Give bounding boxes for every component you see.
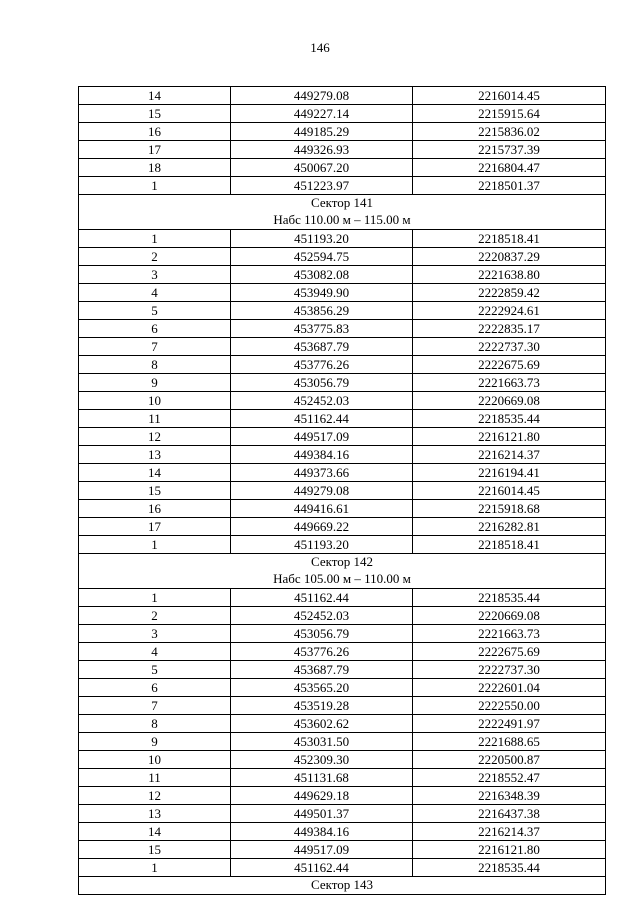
table-row [79, 805, 606, 823]
y-coordinate-cell: 2216014.45 [413, 482, 606, 500]
point-number-cell: 1 [79, 177, 231, 195]
point-number-cell: 10 [79, 392, 231, 410]
table-row [79, 248, 606, 266]
x-coordinate-cell: 449384.16 [231, 446, 413, 464]
table-row [79, 123, 606, 141]
y-coordinate-cell: 2216214.37 [413, 446, 606, 464]
table-row [79, 302, 606, 320]
table-row [79, 518, 606, 536]
point-number-cell: 14 [79, 87, 231, 105]
y-coordinate-cell: 2222601.04 [413, 679, 606, 697]
table-row [79, 141, 606, 159]
x-coordinate-cell: 451193.20 [231, 536, 413, 554]
point-number-cell: 6 [79, 320, 231, 338]
point-number-cell: 14 [79, 464, 231, 482]
table-row [79, 338, 606, 356]
sector-title: Сектор 143 [310, 877, 373, 892]
y-coordinate-cell: 2221663.73 [413, 374, 606, 392]
x-coordinate-cell: 449501.37 [231, 805, 413, 823]
x-coordinate-cell: 453776.26 [231, 643, 413, 661]
table-row [79, 230, 606, 248]
point-number-cell: 17 [79, 518, 231, 536]
table-row [79, 428, 606, 446]
table-row [79, 464, 606, 482]
table-row [79, 733, 606, 751]
point-number-cell: 9 [79, 374, 231, 392]
table-row [79, 589, 606, 607]
x-coordinate-cell: 453082.08 [231, 266, 413, 284]
x-coordinate-cell: 453519.28 [231, 697, 413, 715]
sector-height-range: Набс 105.00 м – 110.00 м [273, 571, 411, 586]
y-coordinate-cell: 2222675.69 [413, 643, 606, 661]
x-coordinate-cell: 452452.03 [231, 392, 413, 410]
x-coordinate-cell: 453775.83 [231, 320, 413, 338]
x-coordinate-cell: 452594.75 [231, 248, 413, 266]
y-coordinate-cell: 2221638.80 [413, 266, 606, 284]
y-coordinate-cell: 2216348.39 [413, 787, 606, 805]
point-number-cell: 5 [79, 302, 231, 320]
x-coordinate-cell: 452309.30 [231, 751, 413, 769]
page-number: 146 [310, 40, 330, 55]
x-coordinate-cell: 453031.50 [231, 733, 413, 751]
point-number-cell: 1 [79, 859, 231, 877]
point-number-cell: 1 [79, 536, 231, 554]
x-coordinate-cell: 451131.68 [231, 769, 413, 787]
point-number-cell: 1 [79, 589, 231, 607]
y-coordinate-cell: 2216194.41 [413, 464, 606, 482]
x-coordinate-cell: 451162.44 [231, 410, 413, 428]
table-row [79, 374, 606, 392]
sector-header-row [79, 877, 606, 895]
table-row [79, 536, 606, 554]
table-row [79, 625, 606, 643]
point-number-cell: 5 [79, 661, 231, 679]
y-coordinate-cell: 2216121.80 [413, 428, 606, 446]
point-number-cell: 6 [79, 679, 231, 697]
y-coordinate-cell: 2216804.47 [413, 159, 606, 177]
table-row [79, 500, 606, 518]
table-row [79, 482, 606, 500]
y-coordinate-cell: 2218552.47 [413, 769, 606, 787]
point-number-cell: 2 [79, 607, 231, 625]
y-coordinate-cell: 2215737.39 [413, 141, 606, 159]
table-row [79, 284, 606, 302]
y-coordinate-cell: 2221688.65 [413, 733, 606, 751]
point-number-cell: 4 [79, 284, 231, 302]
y-coordinate-cell: 2222550.00 [413, 697, 606, 715]
point-number-cell: 15 [79, 105, 231, 123]
x-coordinate-cell: 451162.44 [231, 859, 413, 877]
table-row [79, 823, 606, 841]
x-coordinate-cell: 452452.03 [231, 607, 413, 625]
y-coordinate-cell: 2218518.41 [413, 536, 606, 554]
table-row [79, 679, 606, 697]
table-row [79, 841, 606, 859]
point-number-cell: 12 [79, 787, 231, 805]
point-number-cell: 13 [79, 446, 231, 464]
x-coordinate-cell: 451223.97 [231, 177, 413, 195]
table-row [79, 446, 606, 464]
sector-title: Сектор 141 [310, 195, 373, 210]
point-number-cell: 10 [79, 751, 231, 769]
point-number-cell: 8 [79, 715, 231, 733]
coordinates-table [78, 86, 606, 895]
x-coordinate-cell: 449629.18 [231, 787, 413, 805]
table-row [79, 751, 606, 769]
table-row [79, 177, 606, 195]
point-number-cell: 16 [79, 123, 231, 141]
table-row [79, 643, 606, 661]
table-row [79, 410, 606, 428]
x-coordinate-cell: 449669.22 [231, 518, 413, 536]
table-row [79, 356, 606, 374]
table-row [79, 787, 606, 805]
x-coordinate-cell: 449517.09 [231, 428, 413, 446]
point-number-cell: 12 [79, 428, 231, 446]
x-coordinate-cell: 449384.16 [231, 823, 413, 841]
x-coordinate-cell: 449185.29 [231, 123, 413, 141]
y-coordinate-cell: 2215836.02 [413, 123, 606, 141]
y-coordinate-cell: 2222924.61 [413, 302, 606, 320]
point-number-cell: 7 [79, 697, 231, 715]
point-number-cell: 4 [79, 643, 231, 661]
x-coordinate-cell: 453776.26 [231, 356, 413, 374]
x-coordinate-cell: 453687.79 [231, 661, 413, 679]
x-coordinate-cell: 449517.09 [231, 841, 413, 859]
x-coordinate-cell: 453856.29 [231, 302, 413, 320]
point-number-cell: 1 [79, 230, 231, 248]
y-coordinate-cell: 2222491.97 [413, 715, 606, 733]
y-coordinate-cell: 2220837.29 [413, 248, 606, 266]
y-coordinate-cell: 2216437.38 [413, 805, 606, 823]
x-coordinate-cell: 449326.93 [231, 141, 413, 159]
point-number-cell: 7 [79, 338, 231, 356]
table-row [79, 87, 606, 105]
x-coordinate-cell: 453949.90 [231, 284, 413, 302]
point-number-cell: 11 [79, 769, 231, 787]
table-row [79, 266, 606, 284]
y-coordinate-cell: 2220669.08 [413, 607, 606, 625]
y-coordinate-cell: 2221663.73 [413, 625, 606, 643]
x-coordinate-cell: 449279.08 [231, 482, 413, 500]
table-row [79, 715, 606, 733]
point-number-cell: 15 [79, 482, 231, 500]
table-row [79, 859, 606, 877]
sector-header-row [79, 195, 606, 230]
x-coordinate-cell: 450067.20 [231, 159, 413, 177]
point-number-cell: 16 [79, 500, 231, 518]
x-coordinate-cell: 449416.61 [231, 500, 413, 518]
sector-header-cell [79, 877, 606, 895]
x-coordinate-cell: 453056.79 [231, 374, 413, 392]
coordinates-table-body [79, 87, 606, 895]
x-coordinate-cell: 453602.62 [231, 715, 413, 733]
point-number-cell: 13 [79, 805, 231, 823]
point-number-cell: 2 [79, 248, 231, 266]
x-coordinate-cell: 453687.79 [231, 338, 413, 356]
sector-height-range: Набс 110.00 м – 115.00 м [273, 212, 411, 227]
table-row [79, 392, 606, 410]
y-coordinate-cell: 2216214.37 [413, 823, 606, 841]
y-coordinate-cell: 2218535.44 [413, 589, 606, 607]
y-coordinate-cell: 2215918.68 [413, 500, 606, 518]
table-row [79, 159, 606, 177]
y-coordinate-cell: 2215915.64 [413, 105, 606, 123]
y-coordinate-cell: 2222675.69 [413, 356, 606, 374]
x-coordinate-cell: 449279.08 [231, 87, 413, 105]
x-coordinate-cell: 449373.66 [231, 464, 413, 482]
y-coordinate-cell: 2220669.08 [413, 392, 606, 410]
y-coordinate-cell: 2222835.17 [413, 320, 606, 338]
point-number-cell: 8 [79, 356, 231, 374]
y-coordinate-cell: 2218535.44 [413, 859, 606, 877]
x-coordinate-cell: 449227.14 [231, 105, 413, 123]
point-number-cell: 3 [79, 266, 231, 284]
point-number-cell: 14 [79, 823, 231, 841]
y-coordinate-cell: 2222859.42 [413, 284, 606, 302]
y-coordinate-cell: 2218501.37 [413, 177, 606, 195]
sector-title: Сектор 142 [310, 554, 373, 569]
point-number-cell: 9 [79, 733, 231, 751]
x-coordinate-cell: 451162.44 [231, 589, 413, 607]
sector-header-row [79, 554, 606, 589]
y-coordinate-cell: 2216121.80 [413, 841, 606, 859]
sector-header-cell [79, 554, 606, 589]
x-coordinate-cell: 453565.20 [231, 679, 413, 697]
table-row [79, 661, 606, 679]
x-coordinate-cell: 453056.79 [231, 625, 413, 643]
y-coordinate-cell: 2216282.81 [413, 518, 606, 536]
y-coordinate-cell: 2218518.41 [413, 230, 606, 248]
y-coordinate-cell: 2222737.30 [413, 661, 606, 679]
point-number-cell: 15 [79, 841, 231, 859]
point-number-cell: 3 [79, 625, 231, 643]
y-coordinate-cell: 2220500.87 [413, 751, 606, 769]
y-coordinate-cell: 2222737.30 [413, 338, 606, 356]
sector-header-cell [79, 195, 606, 230]
point-number-cell: 18 [79, 159, 231, 177]
table-row [79, 105, 606, 123]
point-number-cell: 11 [79, 410, 231, 428]
table-row [79, 769, 606, 787]
table-row [79, 697, 606, 715]
point-number-cell: 17 [79, 141, 231, 159]
y-coordinate-cell: 2218535.44 [413, 410, 606, 428]
table-row [79, 320, 606, 338]
y-coordinate-cell: 2216014.45 [413, 87, 606, 105]
table-row [79, 607, 606, 625]
x-coordinate-cell: 451193.20 [231, 230, 413, 248]
